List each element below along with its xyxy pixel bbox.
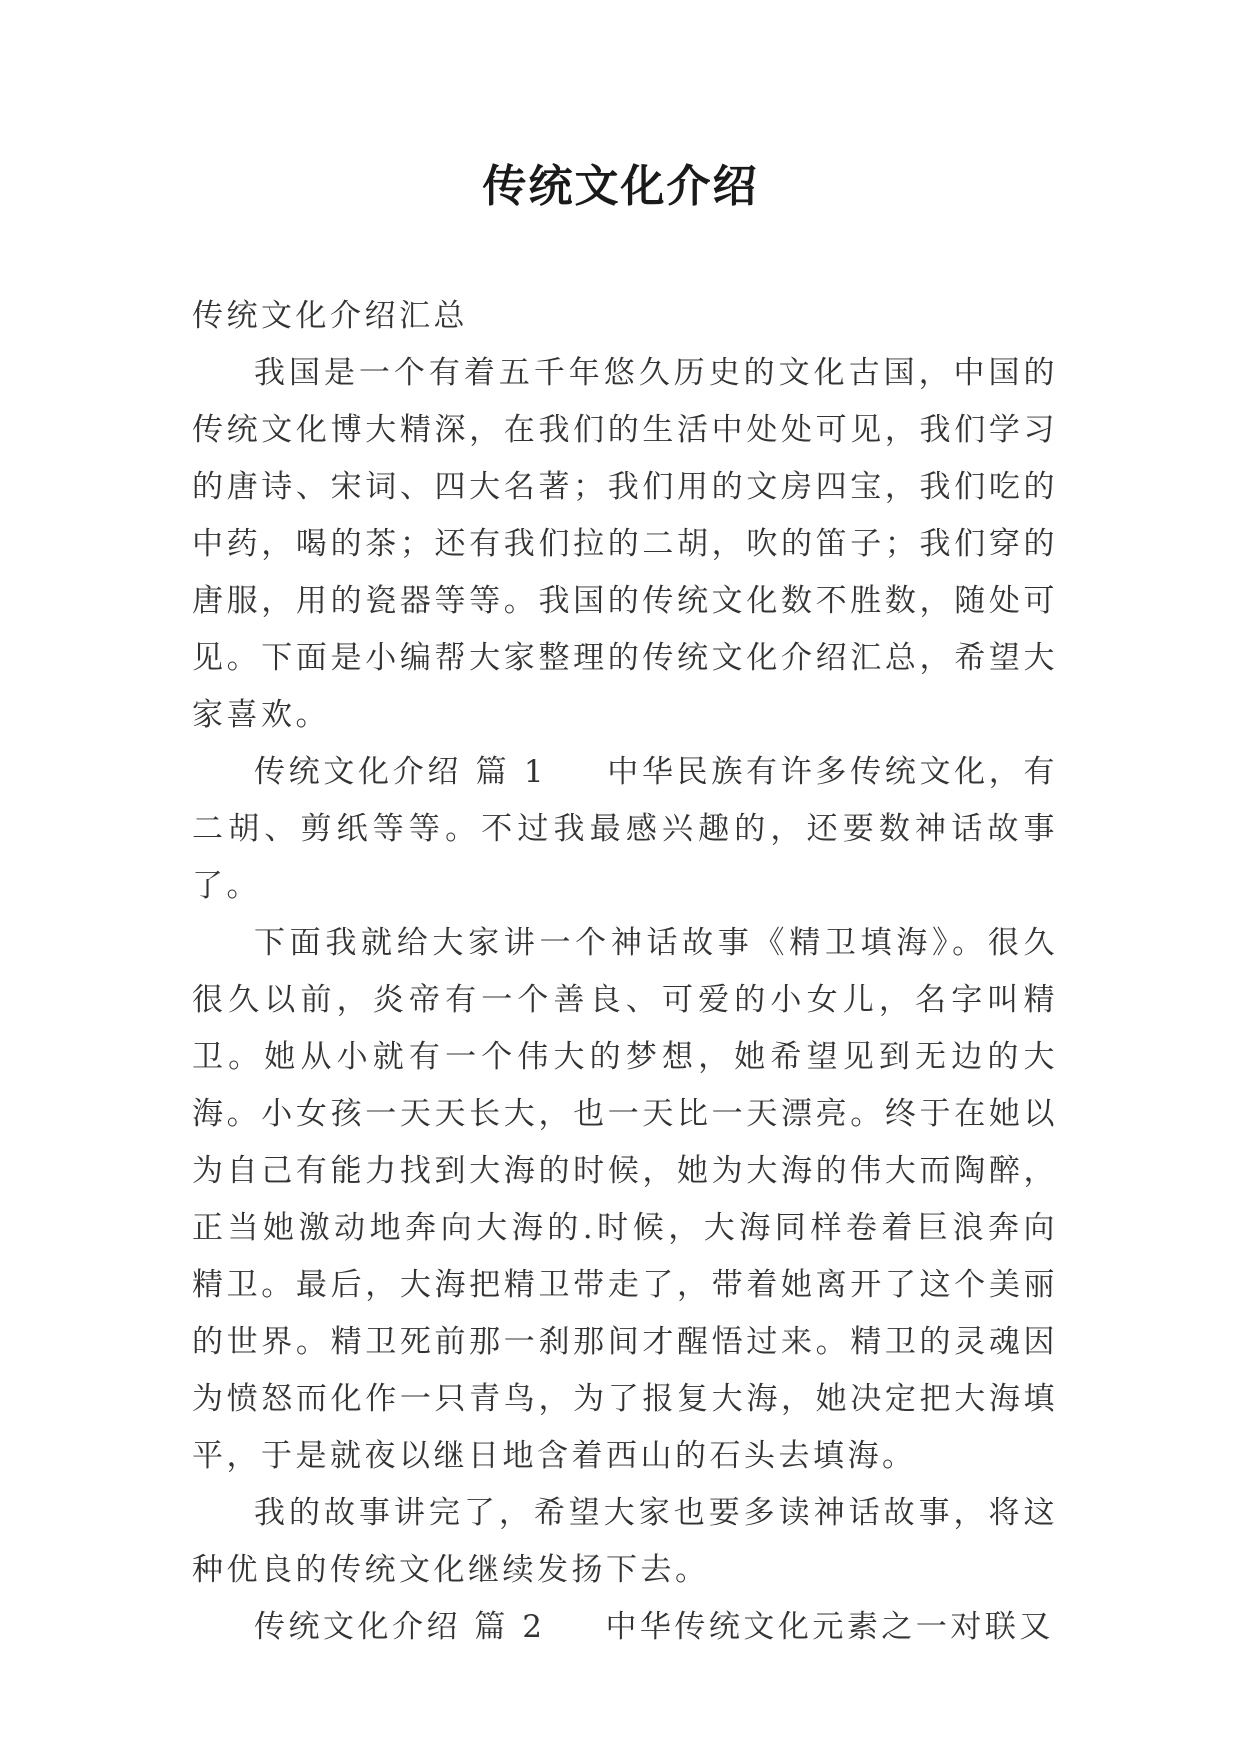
section-2-paragraph <box>192 1599 1058 1656</box>
story-paragraph: 下面我就给大家讲一个神话故事《精卫填海》。很久很久以前，炎帝有一个善良、可爱的小女儿，名字叫精卫。她从小就有一个伟大的梦想，她希望见到无边的大海。小女孩一天天长大，也一天比一天漂亮。终于在她以为自己有能力找到大海的时候，她为大海的伟大而陶醉，正当她激动地奔向大海的.时候，大海同样卷着巨浪奔向精卫。最后，大海把精卫带走了，带着她离开了这个美丽的世界。精卫死前那一刹那间才醒悟过来。精卫的灵魂因为愤怒而化作一只青鸟，为了报复大海，她决定把大海填平，于是就夜以继日地含着西山的石头去填海。 <box>192 925 1058 1474</box>
section-1-text: 中华民族有许多传统文化，有二胡、剪纸等等。不过我最感兴趣的，还要数神话故事了。 <box>192 754 1058 904</box>
section-2-text: 中华传统文化元素之一对联又 <box>605 1609 1054 1645</box>
section-1-heading: 传统文化介绍 篇 1 <box>254 754 548 790</box>
intro-paragraph: 我国是一个有着五千年悠久历史的文化古国，中国的传统文化博大精深，在我们的生活中处处可见，我们学习的唐诗、宋词、四大名著；我们用的文房四宝，我们吃的中药，喝的茶；还有我们拉的二胡，吹的笛子；我们穿的唐服，用的瓷器等等。我国的传统文化数不胜数，随处可见。下面是小编帮大家整理的传统文化介绍汇总，希望大家喜欢。 <box>192 355 1058 733</box>
document-subtitle: 传统文化介绍汇总 <box>192 298 468 334</box>
conclusion-paragraph: 我的故事讲完了，希望大家也要多读神话故事，将这种优良的传统文化继续发扬下去。 <box>192 1495 1058 1588</box>
section-1-paragraph <box>192 744 1058 915</box>
section-2-heading: 传统文化介绍 篇 2 <box>254 1609 546 1645</box>
document-body <box>192 288 1058 1656</box>
document-title: 传统文化介绍 <box>482 161 759 212</box>
